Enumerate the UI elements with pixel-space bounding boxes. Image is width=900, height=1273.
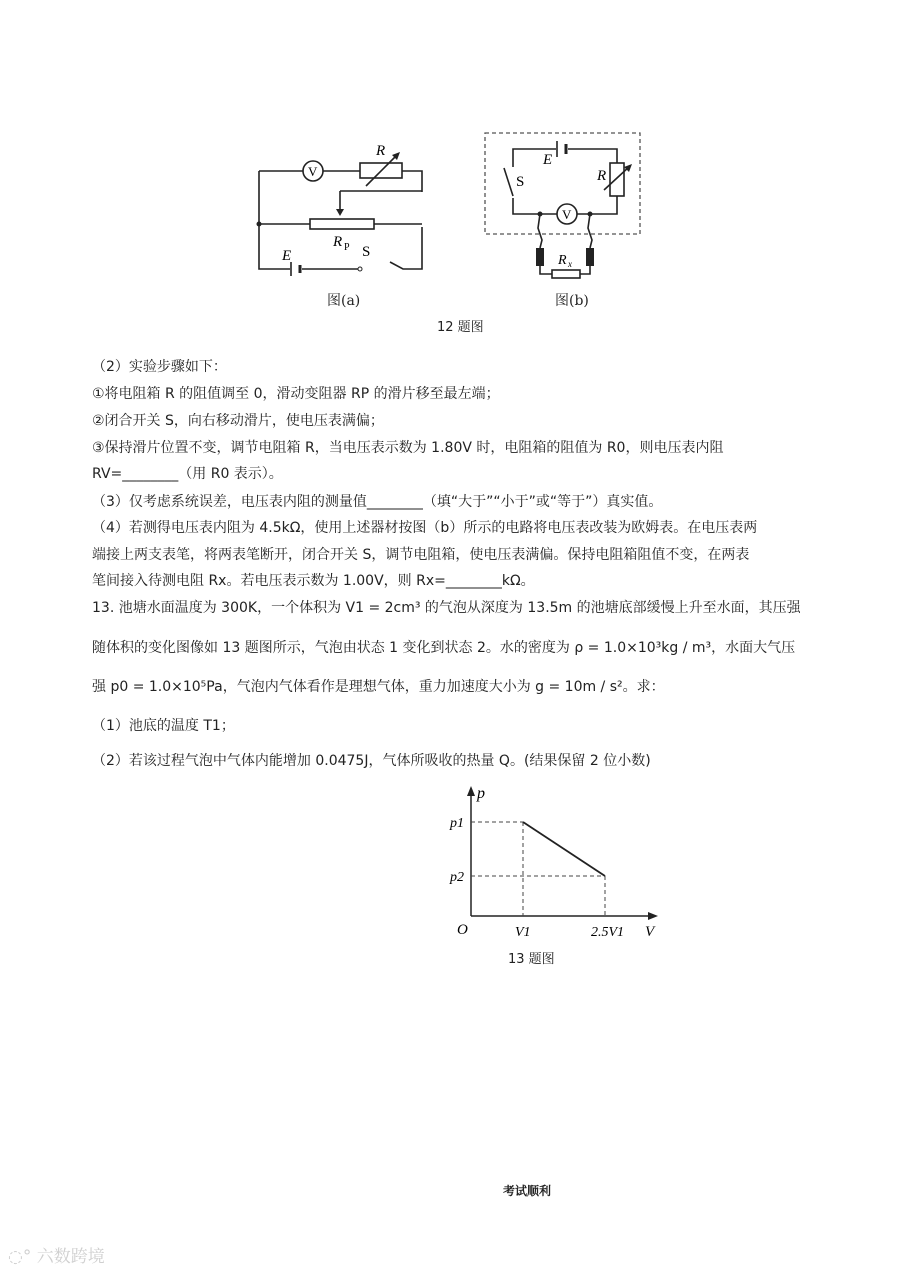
rx-sub-b: x bbox=[568, 259, 572, 269]
q13-line1: 13. 池塘水面温度为 300K，一个体积为 V1 = 2cm³ 的气泡从深度为 13.5m 的池塘底部缓慢上升至水面，其压强 bbox=[92, 600, 801, 616]
q12-step2: ②闭合开关 S，向右移动滑片，使电压表满偏； bbox=[92, 413, 384, 429]
q12-step3-line1: ③保持滑片位置不变，调节电阻箱 R，当电压表示数为 1.80V 时，电阻箱的阻值为 R0，则电压表内阻 bbox=[92, 440, 724, 456]
q12-step3-line2: RV=________（用 R0 表示）。 bbox=[92, 466, 283, 482]
q12-part4-line2: 端接上两支表笔，将两表笔断开，闭合开关 S，调节电阻箱，使电压表满偏。保持电阻箱阻值不变，在两表 bbox=[92, 547, 750, 563]
switch-label-b: S bbox=[516, 174, 525, 190]
watermark-icon: ◌° bbox=[8, 1247, 32, 1267]
page-footer: 考试顺利 bbox=[503, 1184, 552, 1198]
q13-sub1: （1）池底的温度 T1； bbox=[92, 718, 235, 734]
figure-group-caption: 12 题图 bbox=[437, 320, 484, 335]
v-axis-label: V bbox=[645, 924, 655, 940]
switch-label-a: S bbox=[362, 244, 371, 260]
rheostat-label-a: R bbox=[333, 234, 343, 250]
graph-caption: 13 题图 bbox=[508, 952, 555, 967]
battery-label-a: E bbox=[282, 248, 292, 264]
battery-label-b: E bbox=[543, 152, 553, 168]
process-line-1-to-2 bbox=[523, 822, 605, 876]
p2-label: p2 bbox=[450, 870, 464, 885]
q12-part2-title: （2）实验步骤如下： bbox=[92, 359, 227, 375]
fig-a-caption: 图(a) bbox=[327, 293, 361, 309]
q13-sub2: （2）若该过程气泡中气体内能增加 0.0475J，气体所吸收的热量 Q。(结果保留 2 位小数) bbox=[92, 753, 651, 769]
q12-part4-line1: （4）若测得电压表内阻为 4.5kΩ，使用上述器材按图（b）所示的电路将电压表改装为欧姆表。在电压表两 bbox=[92, 520, 758, 536]
fig-b-caption: 图(b) bbox=[555, 293, 589, 309]
voltmeter-label-a: V bbox=[308, 164, 318, 179]
watermark bbox=[8, 1242, 105, 1267]
q13-line2: 随体积的变化图像如 13 题图所示，气泡由状态 1 变化到状态 2。水的密度为 ρ = 1.0×10³kg / m³，水面大气压 bbox=[92, 640, 796, 656]
p-axis-label: p bbox=[477, 785, 485, 802]
v2-label: 2.5V1 bbox=[591, 925, 625, 940]
resistor-label-b: R bbox=[597, 168, 607, 184]
circuit-figure-b bbox=[480, 128, 650, 288]
p1-label: p1 bbox=[450, 816, 464, 831]
v1-label: V1 bbox=[515, 925, 531, 940]
resistor-label-a: R bbox=[376, 143, 386, 159]
watermark-text: 六数跨境 bbox=[36, 1247, 105, 1267]
q12-part3: （3）仅考虑系统误差，电压表内阻的测量值________（填“大于”“小于”或“等于”）真实值。 bbox=[92, 494, 663, 510]
q12-step1: ①将电阻箱 R 的阻值调至 0，滑动变阻器 RP 的滑片移至最左端； bbox=[92, 386, 500, 402]
pv-graph bbox=[445, 782, 670, 942]
q12-part4-line3: 笔间接入待测电阻 Rx。若电压表示数为 1.00V，则 Rx=________kΩ。 bbox=[92, 573, 535, 589]
rheostat-sub-a: P bbox=[344, 242, 350, 253]
rx-label-b: R bbox=[558, 253, 567, 268]
voltmeter-label-b: V bbox=[562, 207, 572, 222]
origin-label: O bbox=[457, 922, 468, 938]
circuit-figure-a bbox=[240, 138, 440, 288]
q13-line3: 强 p0 = 1.0×10⁵Pa，气泡内气体看作是理想气体，重力加速度大小为 g = 10m / s²。求： bbox=[92, 679, 665, 695]
